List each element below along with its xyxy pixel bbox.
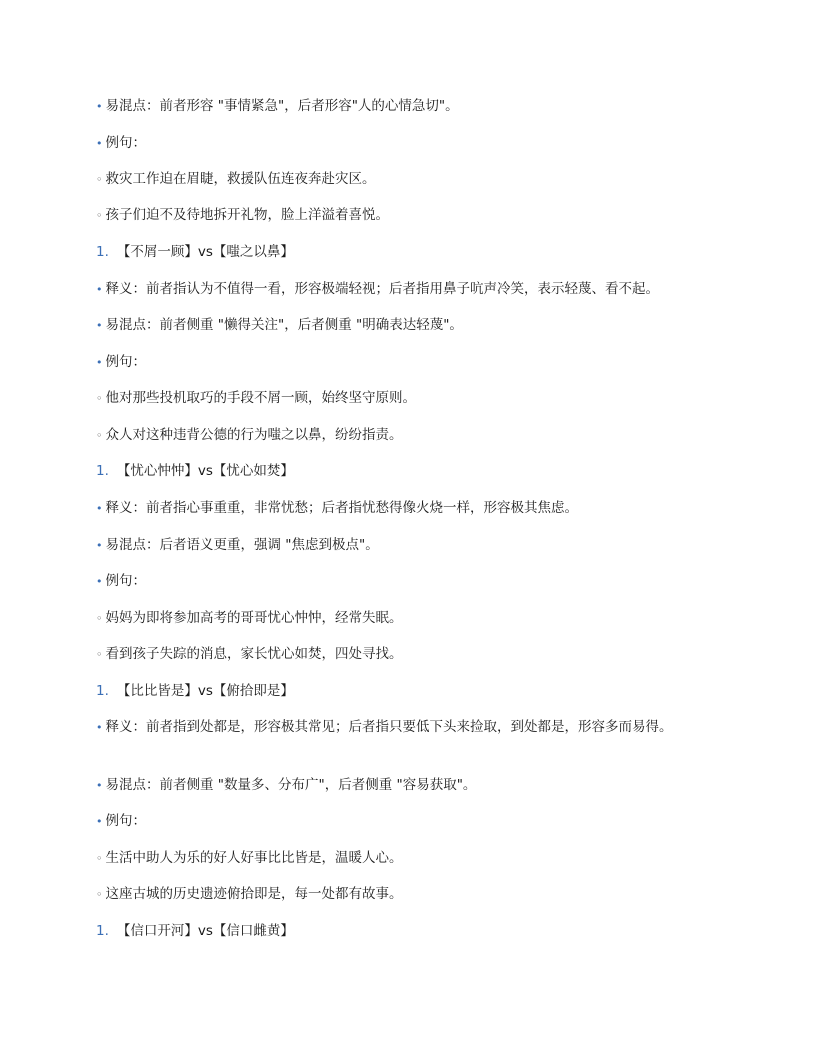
item-text: 他对那些投机取巧的手段不屑一顾，始终坚守原则。 <box>105 390 416 406</box>
numbered-heading <box>96 682 720 700</box>
bullet-marker: • <box>96 319 103 332</box>
list-number: 1. <box>96 923 109 939</box>
list-item <box>96 645 720 664</box>
item-text: 易混点：后者语义更重，强调 "焦虑到极点"。 <box>105 537 379 553</box>
bullet-marker: • <box>96 539 103 552</box>
numbered-heading <box>96 922 720 940</box>
list-item <box>96 536 720 555</box>
numbered-heading <box>96 243 720 261</box>
bullet-marker: • <box>96 721 103 734</box>
item-text: 例句： <box>105 135 146 151</box>
item-text: 这座古城的历史遗迹俯拾即是，每一处都有故事。 <box>105 886 403 902</box>
bullet-marker: • <box>96 502 103 515</box>
sub-bullet-marker: ◦ <box>96 648 103 661</box>
bullet-marker: • <box>96 356 103 369</box>
item-text: 例句： <box>105 354 146 370</box>
item-text: 救灾工作迫在眉睫，救援队伍连夜奔赴灾区。 <box>105 171 376 187</box>
list-item <box>96 849 720 868</box>
item-text: 易混点：前者侧重 "懒得关注"，后者侧重 "明确表达轻蔑"。 <box>105 317 463 333</box>
sub-bullet-marker: ◦ <box>96 429 103 442</box>
item-text: 易混点：前者形容 "事情紧急"，后者形容"人的心情急切"。 <box>105 98 459 114</box>
item-text: 例句： <box>105 573 146 589</box>
item-text: 例句： <box>105 813 146 829</box>
item-text: 易混点：前者侧重 "数量多、分布广"，后者侧重 "容易获取"。 <box>105 777 477 793</box>
list-item <box>96 280 720 299</box>
bullet-marker: • <box>96 779 103 792</box>
list-item <box>96 885 720 904</box>
list-item <box>96 97 720 116</box>
bullet-marker: • <box>96 575 103 588</box>
list-number: 1. <box>96 463 109 479</box>
item-text: 【信口开河】vs【信口雌黄】 <box>116 923 294 939</box>
list-item <box>96 609 720 628</box>
bullet-marker: • <box>96 137 103 150</box>
list-item <box>96 170 720 189</box>
item-text: 【忧心忡忡】vs【忧心如焚】 <box>116 463 294 479</box>
list-item <box>96 718 720 737</box>
list-item <box>96 134 720 153</box>
item-text: 【不屑一顾】vs【嗤之以鼻】 <box>116 244 294 260</box>
list-item <box>96 776 720 795</box>
sub-bullet-marker: ◦ <box>96 209 103 222</box>
sub-bullet-marker: ◦ <box>96 392 103 405</box>
list-number: 1. <box>96 244 109 260</box>
item-text: 生活中助人为乐的好人好事比比皆是，温暖人心。 <box>105 850 403 866</box>
item-text: 释义：前者指到处都是，形容极其常见；后者指只要低下头来捡取，到处都是，形容多而易得。 <box>105 719 673 735</box>
item-text: 妈妈为即将参加高考的哥哥忧心忡忡，经常失眠。 <box>105 610 403 626</box>
list-item <box>96 316 720 335</box>
list-item <box>96 499 720 518</box>
item-text: 释义：前者指心事重重，非常忧愁；后者指忧愁得像火烧一样，形容极其焦虑。 <box>105 500 578 516</box>
item-text: 众人对这种违背公德的行为嗤之以鼻，纷纷指责。 <box>105 427 403 443</box>
item-text: 孩子们迫不及待地拆开礼物，脸上洋溢着喜悦。 <box>105 207 389 223</box>
item-text: 看到孩子失踪的消息，家长忧心如焚，四处寻找。 <box>105 646 403 662</box>
list-item <box>96 353 720 372</box>
list-item <box>96 206 720 225</box>
item-text: 【比比皆是】vs【俯拾即是】 <box>116 683 294 699</box>
sub-bullet-marker: ◦ <box>96 612 103 625</box>
item-text: 释义：前者指认为不值得一看，形容极端轻视；后者指用鼻子吭声冷笑，表示轻蔑、看不起。 <box>105 281 659 297</box>
list-item <box>96 389 720 408</box>
sub-bullet-marker: ◦ <box>96 888 103 901</box>
numbered-heading <box>96 462 720 480</box>
bullet-marker: • <box>96 100 103 113</box>
list-item <box>96 572 720 591</box>
bullet-marker: • <box>96 283 103 296</box>
sub-bullet-marker: ◦ <box>96 173 103 186</box>
list-item <box>96 812 720 831</box>
bullet-marker: • <box>96 815 103 828</box>
sub-bullet-marker: ◦ <box>96 852 103 865</box>
list-item <box>96 426 720 445</box>
list-number: 1. <box>96 683 109 699</box>
